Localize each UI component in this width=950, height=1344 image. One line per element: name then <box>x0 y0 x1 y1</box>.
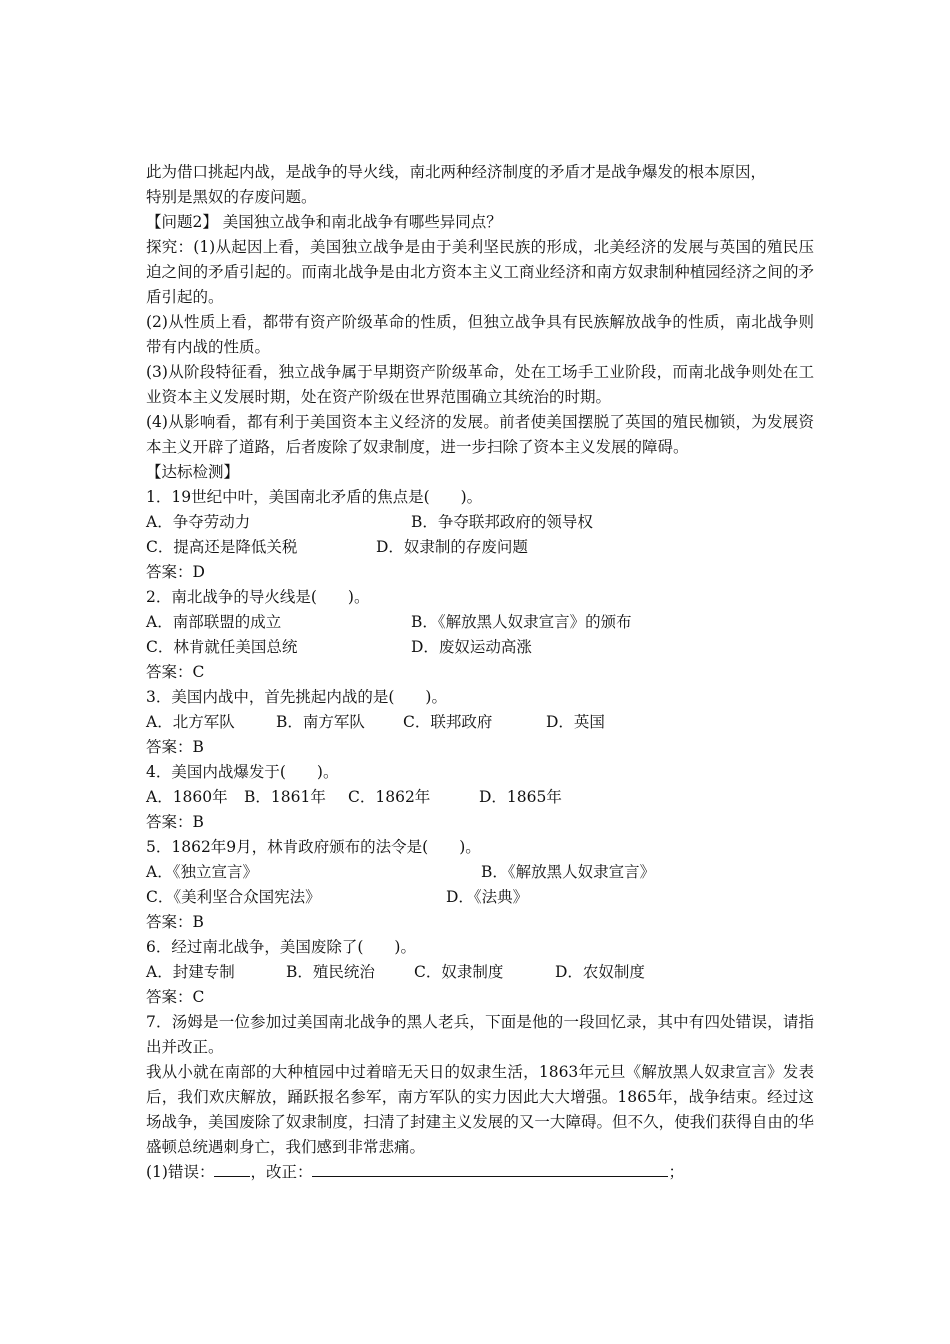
option-c: C．1862年 <box>348 788 431 806</box>
explore-paragraph-2: (2)从性质上看，都带有资产阶级革命的性质，但独立战争具有民族解放战争的性质，南北战争则带有内战的性质。 <box>146 313 814 356</box>
option-d: D．英国 <box>546 713 605 731</box>
question-7-memoir: 我从小就在南部的大种植园中过着暗无天日的奴隶生活，1863年元旦《解放黑人奴隶宣言》发表后，我们欢庆解放，踊跃报名参军，南方军队的实力因此大大增强。1865年，战争结束。经过这场战争，美国废除了奴隶制度，扫清了封建主义发展的又一大障碍。但不久，使我们获得自由的华盛顿总统遇刺身亡，我们感到非常悲痛。 <box>146 1063 814 1156</box>
check-section-header: 【达标检测】 <box>146 463 240 481</box>
fill-end: ； <box>668 1163 684 1181</box>
fill-mid: ，改正： <box>250 1163 313 1181</box>
answer-line: 答案：B <box>146 813 204 831</box>
options-row <box>146 785 814 810</box>
fill-in-line <box>146 1160 814 1185</box>
explore-paragraph-4: (4)从影响看，都有利于美国资本主义经济的发展。前者使美国摆脱了英国的殖民枷锁，为发展资本主义开辟了道路，后者废除了奴隶制度，进一步扫除了资本主义发展的障碍。 <box>146 413 814 456</box>
question-stem: 3．美国内战中，首先挑起内战的是( )。 <box>146 688 447 706</box>
option-d: D．奴隶制的存废问题 <box>376 538 528 556</box>
answer-line: 答案：C <box>146 663 205 681</box>
option-c: C．联邦政府 <box>403 713 493 731</box>
options-row <box>146 960 814 985</box>
option-c: C．林肯就任美国总统 <box>146 638 298 656</box>
options-row <box>146 610 814 635</box>
options-row <box>146 710 814 735</box>
question-stem: 4．美国内战爆发于( )。 <box>146 763 339 781</box>
question-7-stem: 7．汤姆是一位参加过美国南北战争的黑人老兵，下面是他的一段回忆录，其中有四处错误，请指出并改正。 <box>146 1013 814 1056</box>
paragraph-line: 此为借口挑起内战，是战争的导火线，南北两种经济制度的矛盾才是战争爆发的根本原因， <box>146 163 767 181</box>
answer-line: 答案：B <box>146 738 204 756</box>
option-d: D．《法典》 <box>446 888 529 906</box>
answer-line: 答案：D <box>146 563 205 581</box>
question-stem: 5．1862年9月，林肯政府颁布的法令是( )。 <box>146 838 481 856</box>
option-b: B．殖民统治 <box>286 963 375 981</box>
fill-prefix: (1)错误： <box>146 1163 215 1181</box>
option-d: D．废奴运动高涨 <box>411 638 532 656</box>
paragraph-line: 特别是黑奴的存废问题。 <box>146 188 317 206</box>
document-body <box>146 160 814 1185</box>
option-c: C．奴隶制度 <box>414 963 504 981</box>
question-stem: 1．19世纪中叶，美国南北矛盾的焦点是( )。 <box>146 488 483 506</box>
explore-paragraph-1: 探究：(1)从起因上看，美国独立战争是由于美利坚民族的形成，北美经济的发展与英国的殖民压迫之间的矛盾引起的。而南北战争是由北方资本主义工商业经济和南方奴隶制种植园经济之间的矛盾引起的。 <box>146 238 814 306</box>
option-b: B．《解放黑人奴隶宣言》 <box>481 863 656 881</box>
option-b: B．1861年 <box>244 788 326 806</box>
option-c: C．《美利坚合众国宪法》 <box>146 888 321 906</box>
option-b: B．《解放黑人奴隶宣言》的颁布 <box>411 613 632 631</box>
answer-line: 答案：C <box>146 988 205 1006</box>
options-row <box>146 885 814 910</box>
option-b: B．争夺联邦政府的领导权 <box>411 513 593 531</box>
options-row <box>146 635 814 660</box>
option-a: A．争夺劳动力 <box>146 513 251 531</box>
option-d: D．农奴制度 <box>555 963 645 981</box>
option-a: A．南部联盟的成立 <box>146 613 282 631</box>
answer-line: 答案：B <box>146 913 204 931</box>
options-row <box>146 510 814 535</box>
option-a: A．封建专制 <box>146 963 235 981</box>
options-row <box>146 535 814 560</box>
correction-blank[interactable] <box>312 1160 668 1177</box>
error-blank[interactable] <box>214 1160 250 1177</box>
question-stem: 2．南北战争的导火线是( )。 <box>146 588 370 606</box>
option-a: A．《独立宣言》 <box>146 863 258 881</box>
option-d: D．1865年 <box>479 788 562 806</box>
option-a: A．北方军队 <box>146 713 235 731</box>
option-c: C．提高还是降低关税 <box>146 538 298 556</box>
options-row <box>146 860 814 885</box>
option-b: B．南方军队 <box>276 713 365 731</box>
question-2-header: 【问题2】 美国独立战争和南北战争有哪些异同点？ <box>146 213 502 231</box>
explore-paragraph-3: (3)从阶段特征看，独立战争属于早期资产阶级革命，处在工场手工业阶段，而南北战争则处在工业资本主义发展时期，处在资产阶级在世界范围确立其统治的时期。 <box>146 363 814 406</box>
option-a: A．1860年 <box>146 788 228 806</box>
question-stem: 6．经过南北战争，美国废除了( )。 <box>146 938 416 956</box>
